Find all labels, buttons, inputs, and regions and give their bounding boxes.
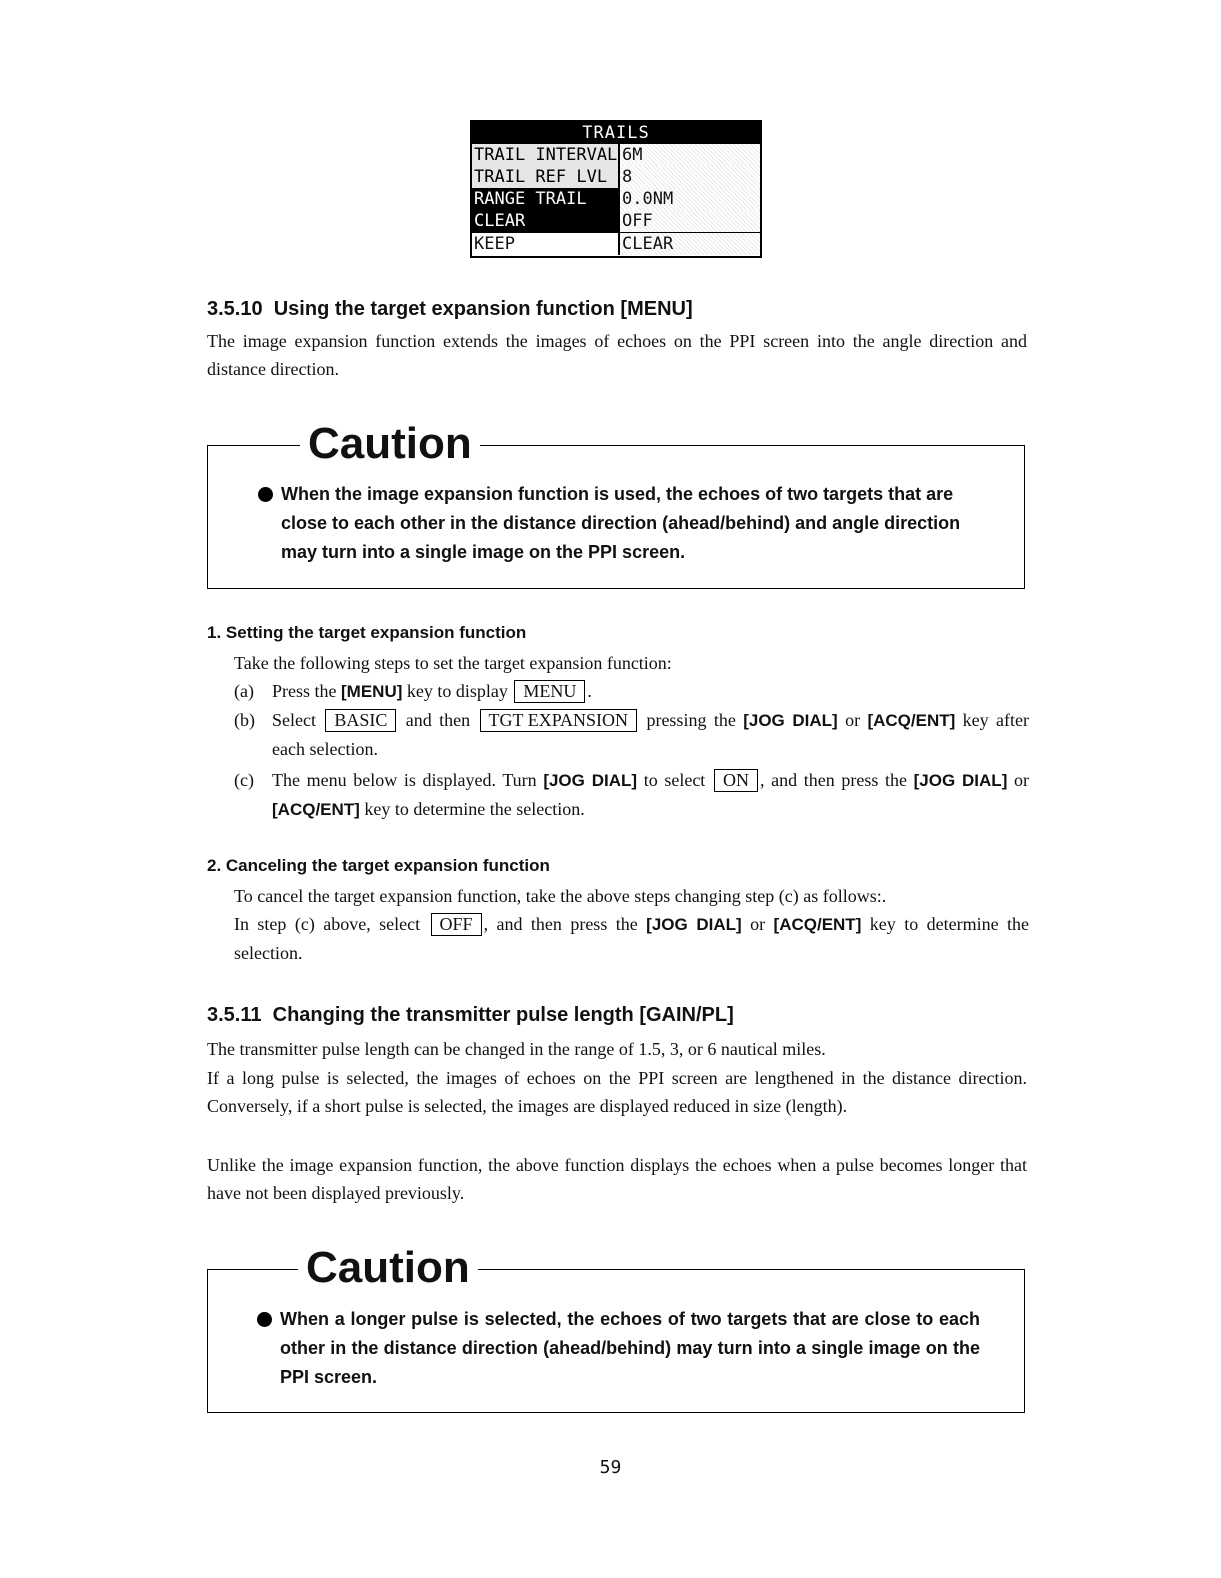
- trails-row-label: KEEP: [472, 233, 620, 255]
- text: or: [741, 914, 774, 934]
- text: and then: [398, 710, 478, 730]
- key-label: [JOG DIAL]: [743, 711, 838, 730]
- section-title: Changing the transmitter pulse length [GAIN/PL]: [272, 1004, 734, 1026]
- text: Press the: [272, 681, 341, 701]
- item2-line2: [234, 910, 1029, 967]
- trails-row-value: 0.0NM: [620, 188, 760, 210]
- text: Select: [272, 710, 324, 730]
- menu-box-label: MENU: [514, 680, 585, 703]
- section-heading-3510: [207, 298, 693, 321]
- step-b: [234, 706, 1029, 762]
- trails-menu-title: TRAILS: [472, 122, 760, 144]
- item2-line1: To cancel the target expansion function, take the above steps changing step (c) as follows:.: [234, 886, 887, 906]
- section-title: Using the target expansion function [MENU]: [273, 298, 693, 320]
- item1-lead: Take the following steps to set the target expansion function:: [234, 653, 672, 673]
- step-tag: (b): [234, 710, 255, 730]
- text: pressing the: [639, 710, 744, 730]
- key-label: [JOG DIAL]: [913, 771, 1008, 790]
- text: , and then press the: [759, 770, 914, 790]
- step-tag: (a): [234, 681, 254, 701]
- text: key to determine the selection.: [234, 914, 1029, 963]
- caution-text: When the image expansion function is used, the echoes of two targets that are close to each other in the distance direction (ahead/behind) and angle direction may turn into a single image on the PPI screen.: [281, 484, 961, 562]
- text: or: [1007, 770, 1029, 790]
- text: key to display: [402, 681, 513, 701]
- subheading-canceling: 2. Canceling the target expansion function: [207, 856, 550, 875]
- step-body: [272, 677, 1029, 706]
- key-label: [ACQ/ENT]: [773, 915, 862, 934]
- text: .: [587, 681, 592, 701]
- step-body: [272, 766, 1029, 824]
- menu-box-label: OFF: [431, 913, 482, 936]
- key-label: [JOG DIAL]: [646, 915, 742, 934]
- page-number: 59: [599, 1457, 622, 1478]
- trails-row: [472, 166, 760, 188]
- trails-row-label: TRAIL REF LVL: [472, 166, 620, 188]
- text: , and then press the: [483, 914, 647, 934]
- text: or: [837, 710, 868, 730]
- key-label: [MENU]: [341, 682, 403, 701]
- trails-row-value: 6M: [620, 144, 760, 166]
- trails-row: [472, 188, 760, 210]
- trails-row-value: OFF: [620, 210, 760, 232]
- section-number: 3.5.11: [207, 1004, 262, 1026]
- menu-box-label: BASIC: [325, 709, 396, 732]
- step-c: [234, 766, 1029, 822]
- step-a: [234, 677, 1029, 705]
- trails-menu: [470, 120, 762, 258]
- key-label: [JOG DIAL]: [543, 771, 638, 790]
- menu-box-label: ON: [714, 769, 758, 792]
- trails-row-label: TRAIL INTERVAL: [472, 144, 620, 166]
- text: The menu below is displayed. Turn: [272, 770, 544, 790]
- text: to select: [637, 770, 712, 790]
- trails-row-label: CLEAR: [472, 210, 620, 232]
- caution-title: Caution: [300, 420, 480, 468]
- trails-row: [472, 210, 760, 232]
- paragraph: Unlike the image expansion function, the above function displays the echoes when a pulse becomes longer that have not been displayed previously.: [207, 1155, 1027, 1203]
- text: key to determine the selection.: [359, 799, 585, 819]
- section-heading-3511: [207, 1004, 734, 1027]
- bullet-icon: [257, 1312, 272, 1327]
- section-number: 3.5.10: [207, 298, 263, 320]
- caution-text: When a longer pulse is selected, the echoes of two targets that are close to each other in the distance direction (ahead/behind) may turn into a single image on the PPI screen.: [280, 1309, 980, 1387]
- trails-row: [472, 144, 760, 166]
- subheading-setting: 1. Setting the target expansion function: [207, 623, 527, 642]
- text: key after each selection.: [272, 710, 1030, 759]
- paragraph: If a long pulse is selected, the images of echoes on the PPI screen are lengthened in the distance direction. Conversely, if a short pulse is selected, the images are displayed reduced in size (length).: [207, 1068, 1027, 1116]
- caution-divider: [207, 1269, 307, 1270]
- trails-row-label: RANGE TRAIL: [472, 188, 620, 210]
- step-body: [272, 706, 1029, 763]
- step-tag: (c): [234, 770, 254, 790]
- trails-row: [472, 232, 760, 255]
- bullet-icon: [258, 487, 273, 502]
- text: In step (c) above, select: [234, 914, 429, 934]
- key-label: [ACQ/ENT]: [272, 800, 360, 819]
- key-label: [ACQ/ENT]: [867, 711, 956, 730]
- trails-row-value: CLEAR: [620, 233, 760, 255]
- menu-box-label: TGT EXPANSION: [480, 709, 638, 732]
- caution-divider: [207, 445, 307, 446]
- paragraph: The transmitter pulse length can be changed in the range of 1.5, 3, or 6 nautical miles.: [207, 1039, 826, 1059]
- caution-title: Caution: [298, 1244, 478, 1292]
- trails-row-value: 8: [620, 166, 760, 188]
- section-intro: The image expansion function extends the images of echoes on the PPI screen into the angle direction and distance direction.: [207, 331, 1027, 379]
